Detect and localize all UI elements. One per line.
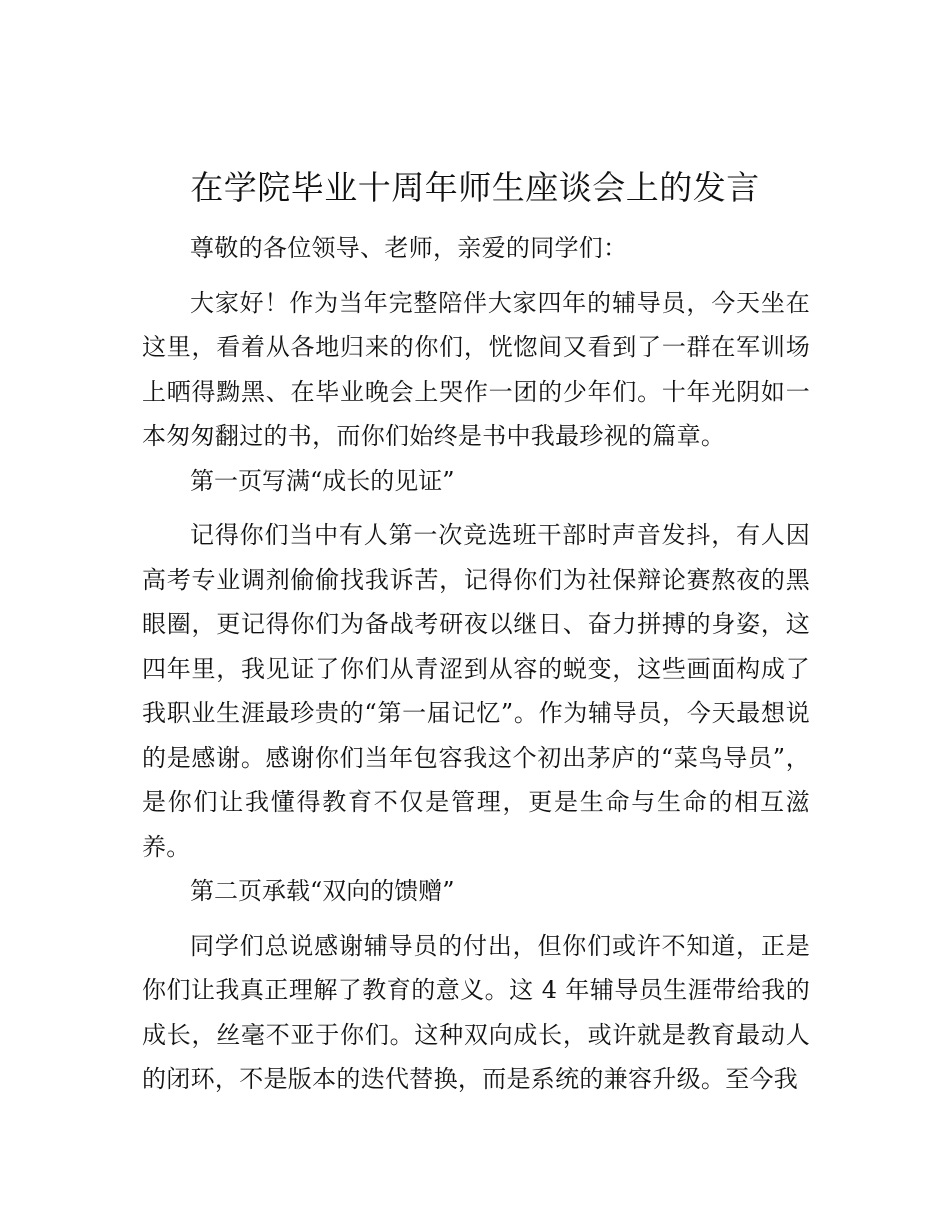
section-text-1: 记得你们当中有人第一次竞选班干部时声音发抖，有人因高考专业调剂偷偷找我诉苦，记得你们为社保辩论赛熬夜的黑眼圈，更记得你们为备战考研夜以继日、奋力拼搏的身姿，这四年里，我见证了你们从青涩到从容的蜕变，这些画面构成了我职业生涯最珍贵的“第一届记忆”。作为辅导员，今天最想说的是感谢。感谢你们当年包容我这个初出茅庐的“菜鸟导员”，是你们让我懂得教育不仅是管理，更是生命与生命的相互滋养。: [142, 521, 810, 861]
document-title: 在学院毕业十周年师生座谈会上的发言: [190, 168, 760, 207]
section-text-2: 同学们总说感谢辅导员的付出，但你们或许不知道，正是你们让我真正理解了教育的意义。这 4 年辅导员生涯带给我的成长，丝毫不亚于你们。这种双向成长，或许就是教育最动人的闭环，不是版本的迭代替换，而是系统的兼容升级。至今我: [142, 931, 810, 1093]
document-body: [142, 226, 810, 1102]
section-heading-1: 第一页写满“成长的见证”: [190, 466, 455, 495]
salutation: 尊敬的各位领导、老师，亲爱的同学们：: [190, 234, 628, 262]
opening-paragraph: 大家好！作为当年完整陪伴大家四年的辅导员，今天坐在这里，看着从各地归来的你们，恍惚间又看到了一群在军训场上晒得黝黑、在毕业晚会上哭作一团的少年们。十年光阴如一本匆匆翻过的书，而你们始终是书中我最珍视的篇章。: [142, 288, 810, 450]
section-heading-2: 第二页承载“双向的馈赠”: [190, 877, 455, 905]
